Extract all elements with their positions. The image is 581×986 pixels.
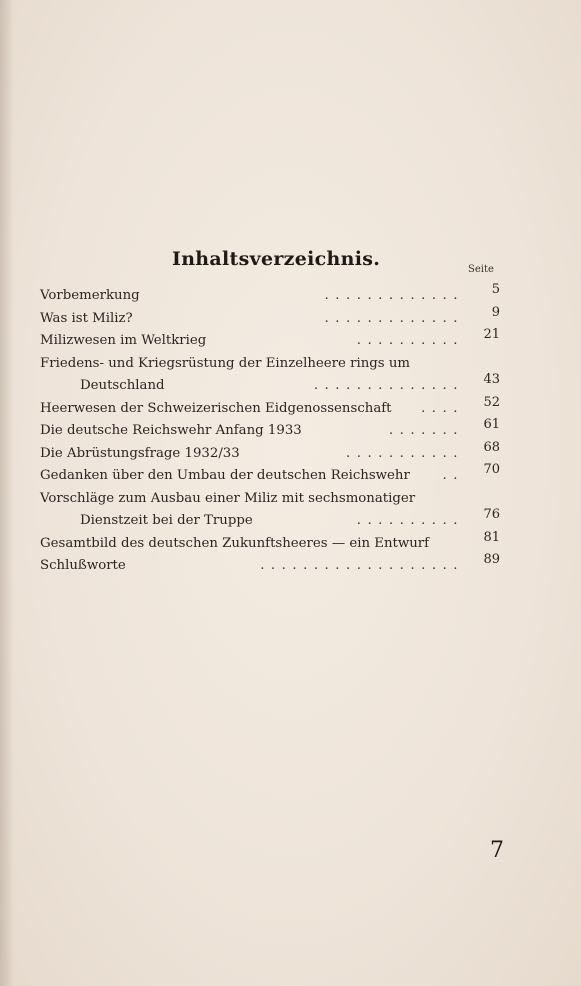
toc-entry-text: Die Abrüstungsfrage 1932/33 [40, 445, 240, 461]
toc-entry [40, 529, 500, 556]
toc-entry-page: 5 [491, 282, 500, 297]
dot-leader: .... [421, 400, 464, 416]
toc-entry-text: Die deutsche Reichswehr Anfang 1933 [40, 423, 302, 438]
toc-entry [40, 304, 500, 331]
toc-entry-page: 43 [483, 372, 500, 387]
toc-entry [40, 417, 500, 443]
toc-entry-page: 68 [483, 439, 500, 455]
toc-entry-page: 61 [483, 417, 500, 432]
toc-entry-page: 52 [483, 394, 500, 410]
dot-leader: ............. [324, 310, 464, 326]
page-number: 7 [490, 838, 504, 863]
toc-entry [40, 394, 500, 421]
dot-leader: .............. [313, 378, 464, 393]
toc-entry-continuation [40, 372, 500, 398]
dot-leader: ........... [346, 445, 464, 461]
toc-entry-page: 70 [483, 462, 500, 477]
toc-entry-text: Was ist Miliz? [40, 310, 133, 326]
page-column-label: Seite [468, 264, 494, 275]
dot-leader: ................... [260, 558, 464, 573]
toc-entry-page: 9 [491, 304, 500, 320]
toc-entry-text: Schlußworte [40, 558, 126, 573]
toc-entry-text: Gedanken über den Umbau der deutschen Reichswehr [40, 468, 410, 483]
toc-entry-text: Vorbemerkung [40, 288, 140, 303]
toc-entry-text: Gesamtbild des deutschen Zukunftsheeres — ein Entwurf [40, 535, 430, 551]
toc-entry-text: Milizwesen im Weltkrieg [40, 333, 207, 348]
toc-entry-text: Friedens- und Kriegsrüstung der Einzelheere rings um [40, 355, 411, 371]
toc-entry-text: Vorschläge zum Ausbau einer Miliz mit sechsmonatiger [40, 490, 416, 506]
toc-entry [40, 353, 500, 376]
toc-entry-text: Deutschland [80, 378, 165, 393]
dot-leader: ............. [324, 288, 464, 303]
toc-entry-page: 89 [483, 552, 500, 567]
toc-entry [40, 327, 500, 353]
dot-leader: .. [442, 468, 464, 483]
dot-leader: .......... [356, 333, 464, 348]
toc-entry-page: 81 [483, 529, 500, 545]
gutter-shadow [0, 0, 14, 986]
table-of-contents [40, 282, 500, 578]
toc-entry [40, 462, 500, 488]
toc-entry-continuation [40, 507, 500, 533]
toc-title: Inhaltsverzeichnis. [172, 248, 381, 270]
dot-leader: ....... [388, 423, 464, 438]
toc-entry [40, 439, 500, 466]
toc-entry-page: 21 [483, 327, 500, 342]
toc-entry-text: Dienstzeit bei der Truppe [80, 513, 253, 528]
toc-entry [40, 488, 500, 511]
toc-entry [40, 552, 500, 578]
toc-entry [40, 282, 500, 308]
toc-entry-text: Heerwesen der Schweizerischen Eidgenossenschaft [40, 400, 392, 416]
dot-leader: .......... [356, 513, 464, 528]
toc-entry-page: 76 [483, 507, 500, 522]
